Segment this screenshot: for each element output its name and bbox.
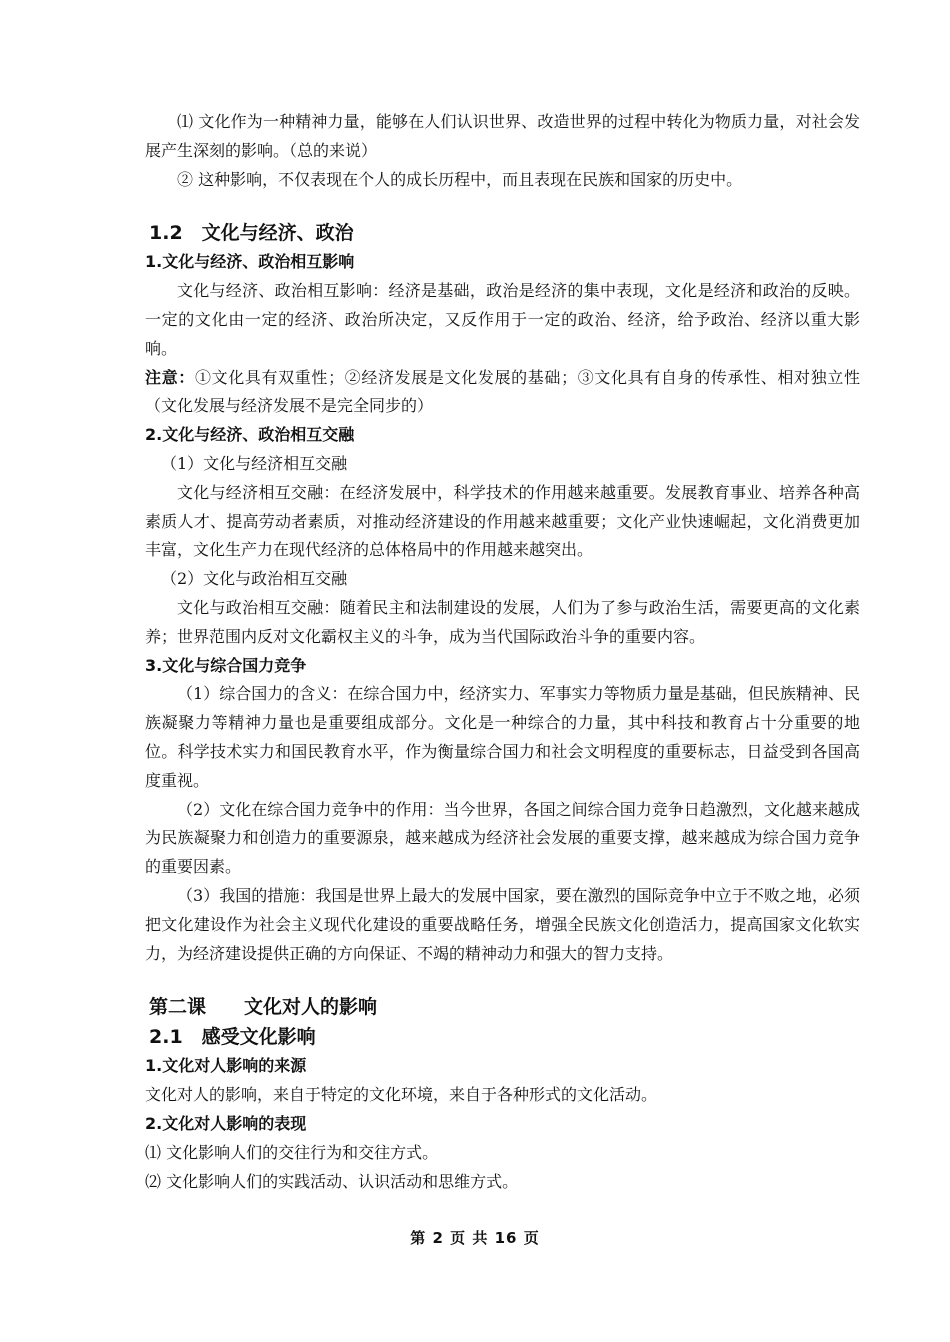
- subheading-influence-manifestation: 2.文化对人影响的表现: [145, 1113, 307, 1133]
- item-influence-practice: ⑵ 文化影响人们的实践活动、认识活动和思维方式。: [145, 1171, 519, 1191]
- paragraph-cultural-force: ⑴ 文化作为一种精神力量，能够在人们认识世界、改造世界的过程中转化为物质力量，对社会发展产生深刻的影响。（总的来说）: [145, 112, 860, 160]
- paragraph-culture-politics: 文化与政治相互交融：随着民主和法制建设的发展，人们为了参与政治生活，需要更高的文化素养；世界范围内反对文化霸权主义的斗争，成为当代国际政治斗争的重要内容。: [145, 597, 860, 646]
- item-culture-economy: （1）文化与经济相互交融: [161, 453, 348, 473]
- item-influence-interaction: ⑴ 文化影响人们的交往行为和交往方式。: [145, 1142, 439, 1162]
- item-culture-politics: （2）文化与政治相互交融: [161, 569, 348, 589]
- paragraph-national-power-role: （2）文化在综合国力竞争中的作用：当今世界，各国之间综合国力竞争日趋激烈，文化越来越成为民族凝聚力和创造力的重要源泉，越来越成为经济社会发展的重要支撑，越来越成为综合国力竞争的重要因素。: [145, 799, 860, 877]
- subheading-integration: 2.文化与经济、政治相互交融: [145, 425, 355, 445]
- subheading-mutual-influence: 1.文化与经济、政治相互影响: [145, 252, 355, 272]
- paragraph-mutual-influence: 文化与经济、政治相互影响：经济是基础，政治是经济的集中表现，文化是经济和政治的反映。一定的文化由一定的经济、政治所决定，又反作用于一定的政治、经济，给予政治、经济以重大影响。: [145, 281, 860, 358]
- paragraph-influence-source: 文化对人的影响，来自于特定的文化环境，来自于各种形式的文化活动。: [145, 1085, 658, 1105]
- subheading-influence-source: 1.文化对人影响的来源: [145, 1056, 307, 1076]
- section-heading-2-1: 2.1 感受文化影响: [149, 1026, 316, 1049]
- paragraph-note: [145, 364, 860, 422]
- subheading-national-power: 3.文化与综合国力竞争: [145, 655, 307, 675]
- document-page: [145, 108, 860, 1196]
- paragraph-culture-economy: 文化与经济相互交融：在经济发展中，科学技术的作用越来越重要。发展教育事业、培养各种高素质人才、提高劳动者素质，对推动经济建设的作用越来越重要；文化产业快速崛起，文化消费更加丰富，文化生产力在现代经济的总体格局中的作用越来越突出。: [145, 482, 860, 560]
- section-spacer: [145, 194, 860, 218]
- lesson-spacer: [145, 968, 860, 992]
- section-heading-1-2: 1.2 文化与经济、政治: [149, 222, 354, 245]
- paragraph-influence-scope: ② 这种影响，不仅表现在个人的成长历程中，而且表现在民族和国家的历史中。: [177, 169, 743, 189]
- page-number-footer: 第 2 页 共 16 页: [410, 1229, 540, 1247]
- paragraph-national-power-meaning: （1）综合国力的含义：在综合国力中，经济实力、军事实力等物质力量是基础，但民族精神、民族凝聚力等精神力量也是重要组成部分。文化是一种综合的力量，其中科技和教育占十分重要的地位。科学技术实力和国民教育水平，作为衡量综合国力和社会文明程度的重要标志，日益受到各国高度重视。: [145, 684, 860, 790]
- note-label: 注意：: [145, 367, 195, 387]
- paragraph-national-measures: （3）我国的措施：我国是世界上最大的发展中国家，要在激烈的国际竞争中立于不败之地，必须把文化建设作为社会主义现代化建设的重要战略任务，增强全民族文化创造活力，提高国家文化软实力，为经济建设提供正确的方向保证、不竭的精神动力和强大的智力支持。: [145, 885, 860, 963]
- lesson-heading: 第二课 文化对人的影响: [149, 996, 378, 1019]
- note-text: ①文化具有双重性；②经济发展是文化发展的基础；③文化具有自身的传承性、相对独立性（文化发展与经济发展不是完全同步的）: [145, 367, 860, 416]
